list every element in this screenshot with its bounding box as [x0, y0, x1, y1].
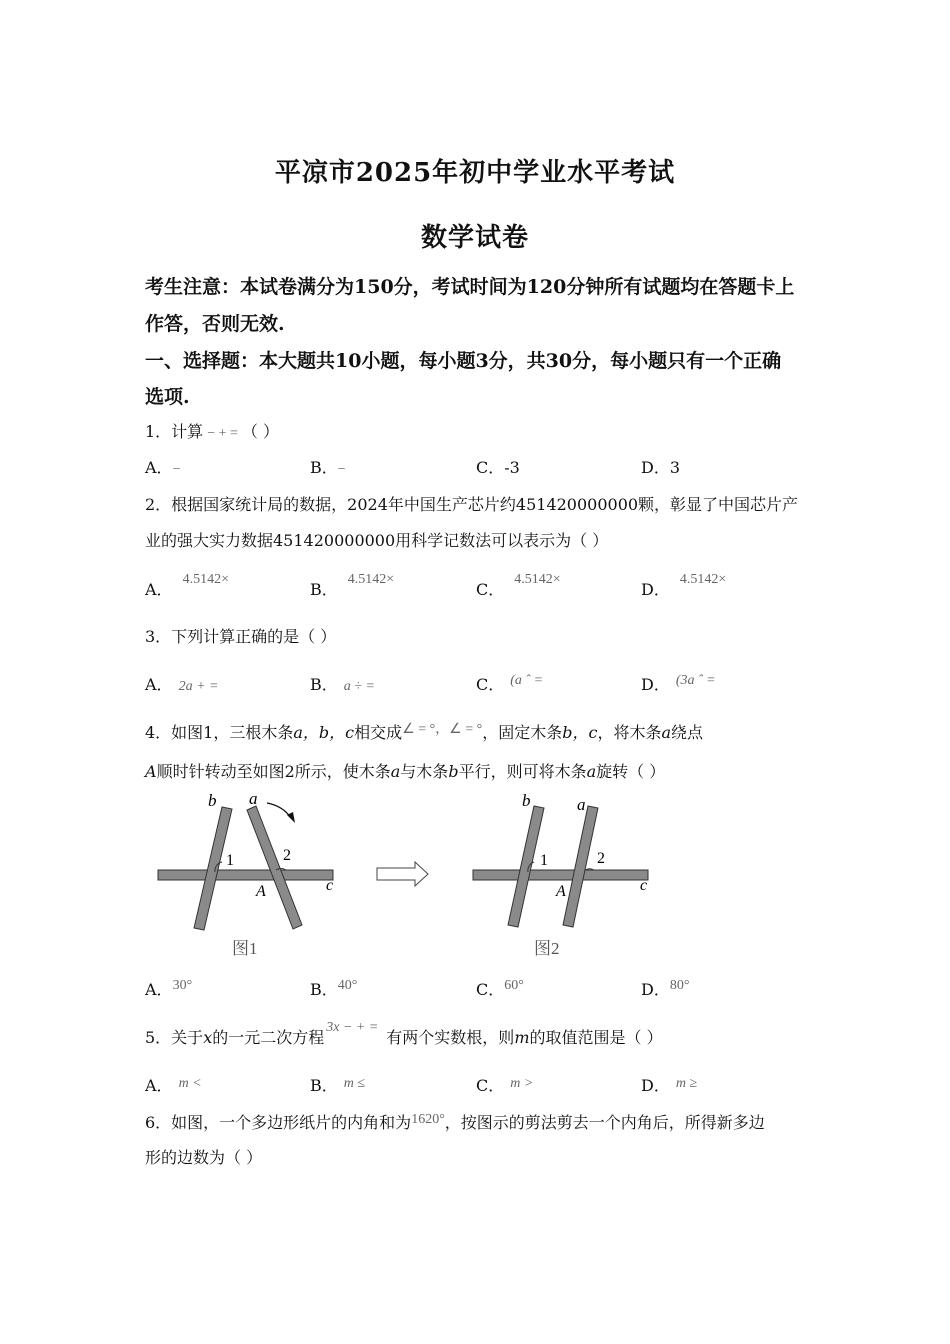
- q2-stem-line1: 2．根据国家统计局的数据，2024年中国生产芯片约451420000000颗，彰显了中国芯片产: [145, 495, 799, 514]
- exam-subtitle: 数学试卷: [420, 223, 529, 253]
- q3-option-b[interactable]: [310, 672, 375, 695]
- q1-stem-math: − + =: [207, 426, 238, 441]
- option-text: (a ˆ =: [510, 673, 544, 688]
- q3-stem: 3．下列计算正确的是（ ）: [145, 627, 337, 646]
- q5-var: m: [514, 1028, 530, 1047]
- label-c: c: [640, 877, 648, 894]
- q4-option-d[interactable]: [641, 977, 689, 1000]
- angle-1-label: 1: [540, 852, 548, 869]
- q1-option-b[interactable]: [310, 455, 346, 478]
- option-label: C．: [476, 980, 505, 999]
- q4-stem-line2: [145, 759, 665, 782]
- q4-text: 顺时针转动至如图2所示，使木条: [156, 762, 391, 781]
- q4-var: a，b，c: [293, 723, 355, 742]
- label-b: b: [208, 791, 217, 810]
- option-text: 30°: [172, 978, 193, 993]
- option-text: 4.5142×: [514, 572, 561, 587]
- q5-stem: [145, 1020, 663, 1048]
- q4-text: ，将木条: [597, 723, 662, 742]
- option-text: a ÷ =: [343, 679, 375, 694]
- option-label: D．: [641, 980, 670, 999]
- label-c: c: [326, 877, 334, 894]
- option-label: C．: [476, 580, 505, 599]
- stick-c: [473, 870, 648, 880]
- q2-option-a[interactable]: [145, 572, 229, 600]
- rotation-arrow: [267, 803, 291, 818]
- q4-var: b: [448, 762, 459, 781]
- angle-2-label: 2: [283, 847, 291, 864]
- q2-option-b[interactable]: [310, 572, 395, 600]
- q4-text: 平行，则可将木条: [458, 762, 587, 781]
- option-text: 2a + =: [178, 679, 219, 694]
- option-text: m ≥: [675, 1076, 698, 1091]
- option-text: −: [337, 462, 346, 477]
- option-label: D．: [641, 675, 670, 694]
- q4-text: ，固定木条: [482, 723, 563, 742]
- q1-option-d[interactable]: [641, 455, 680, 478]
- q4-text: 4．如图1，三根木条: [145, 723, 294, 742]
- q5-text: 的取值范围是（ ）: [529, 1028, 663, 1047]
- option-label: B．: [310, 675, 338, 694]
- option-text: (3a ˆ =: [675, 673, 716, 688]
- option-label: B．: [310, 580, 338, 599]
- label-A: A: [256, 883, 266, 900]
- option-text: -3: [504, 458, 520, 477]
- option-text: 4.5142×: [182, 572, 229, 587]
- option-label: C．: [476, 675, 505, 694]
- q5-option-b[interactable]: [310, 1073, 365, 1096]
- option-text: 3: [669, 458, 681, 477]
- option-label: A．: [145, 980, 173, 999]
- option-label: A．: [145, 675, 173, 694]
- figure-1: [158, 790, 333, 958]
- option-label: A．: [145, 580, 173, 599]
- q4-var: A: [145, 762, 157, 781]
- q2-option-c[interactable]: [476, 572, 561, 600]
- stick-a: [563, 806, 598, 927]
- q1-stem-text: 1．计算: [145, 422, 204, 441]
- q4-stem-line1: [145, 720, 703, 743]
- option-label: D．: [641, 580, 670, 599]
- label-A: A: [556, 883, 566, 900]
- q5-text: 有两个实数根，则: [386, 1028, 515, 1047]
- q4-text: 绕点: [671, 723, 704, 742]
- option-text: 4.5142×: [679, 572, 727, 587]
- q4-text: 与木条: [400, 762, 449, 781]
- q5-option-c[interactable]: [476, 1073, 533, 1096]
- q4-option-c[interactable]: [476, 977, 524, 1000]
- option-label: D．: [641, 1076, 670, 1095]
- q3-option-c[interactable]: [476, 672, 543, 695]
- q5-option-a[interactable]: [145, 1073, 202, 1096]
- q6-text: ，按图示的剪法剪去一个内角后，所得新多边: [444, 1113, 765, 1132]
- q3-option-a[interactable]: [145, 672, 218, 695]
- q5-equation: 3x − + =: [326, 1020, 379, 1035]
- figure-2-caption: 图2: [534, 939, 560, 958]
- q4-var: a: [390, 762, 401, 781]
- q4-var: a: [586, 762, 597, 781]
- option-text: 40°: [337, 978, 358, 993]
- q5-text: 的一元二次方程: [212, 1028, 325, 1047]
- angle-1-label: 1: [226, 852, 234, 869]
- notice-line1: 考生注意：本试卷满分为150分，考试时间为120分钟所有试题均在答题卡上: [145, 276, 795, 298]
- figure-1-caption: 图1: [232, 939, 258, 958]
- notice-line2: 作答，否则无效.: [145, 313, 285, 335]
- option-label: D．: [641, 458, 670, 477]
- q4-var: a: [661, 723, 672, 742]
- option-text: m ≤: [343, 1076, 366, 1091]
- transition-arrow-icon: [377, 862, 428, 886]
- stick-b: [508, 806, 544, 927]
- q4-figures: [150, 790, 670, 965]
- q6-stem-line1: [145, 1110, 765, 1133]
- q5-var: x: [203, 1028, 213, 1047]
- q3-option-d[interactable]: [641, 672, 716, 695]
- label-a: a: [249, 790, 258, 808]
- q4-angle-math: ∠ = °，∠ = °: [402, 722, 483, 737]
- q4-text: 旋转（ ）: [596, 762, 666, 781]
- label-a: a: [577, 795, 586, 814]
- option-text: −: [172, 462, 181, 477]
- option-label: B．: [310, 458, 338, 477]
- q4-option-b[interactable]: [310, 977, 357, 1000]
- section1-heading-line2: 选项.: [145, 386, 190, 408]
- exam-title: 平凉市2025年初中学业水平考试: [274, 158, 676, 188]
- stick-a: [247, 806, 302, 929]
- q6-text: 6．如图，一个多边形纸片的内角和为: [145, 1113, 412, 1132]
- option-label: B．: [310, 980, 338, 999]
- stick-c: [158, 870, 333, 880]
- q2-option-d[interactable]: [641, 572, 727, 600]
- q1-option-c[interactable]: [476, 455, 520, 478]
- option-label: C．: [476, 1076, 505, 1095]
- option-text: 80°: [669, 978, 690, 993]
- q6-stem-line2: 形的边数为（ ）: [145, 1148, 263, 1167]
- option-label: A．: [145, 1076, 173, 1095]
- label-b: b: [522, 791, 531, 810]
- angle-2-label: 2: [597, 850, 605, 867]
- q6-angle-sum: 1620°: [411, 1112, 445, 1127]
- section1-heading-line1: 一、选择题：本大题共10小题，每小题3分，共30分，每小题只有一个正确: [145, 350, 782, 372]
- option-label: A．: [145, 458, 173, 477]
- q1-option-a[interactable]: [145, 455, 180, 478]
- q1-stem-end: （ ）: [241, 422, 279, 441]
- q5-option-d[interactable]: [641, 1073, 697, 1096]
- q2-stem-line2: 业的强大实力数据451420000000用科学记数法可以表示为（ ）: [145, 531, 609, 550]
- option-text: 4.5142×: [347, 572, 395, 587]
- option-text: m >: [510, 1076, 534, 1091]
- q4-option-a[interactable]: [145, 977, 192, 1000]
- q4-text: 相交成: [354, 723, 403, 742]
- option-label: C．: [476, 458, 505, 477]
- option-text: 60°: [504, 978, 524, 993]
- q1-stem: [145, 419, 279, 442]
- q5-text: 5．关于: [145, 1028, 204, 1047]
- q4-var: b，c: [562, 723, 598, 742]
- option-label: B．: [310, 1076, 338, 1095]
- option-text: m <: [178, 1076, 202, 1091]
- figure-2: [473, 791, 648, 958]
